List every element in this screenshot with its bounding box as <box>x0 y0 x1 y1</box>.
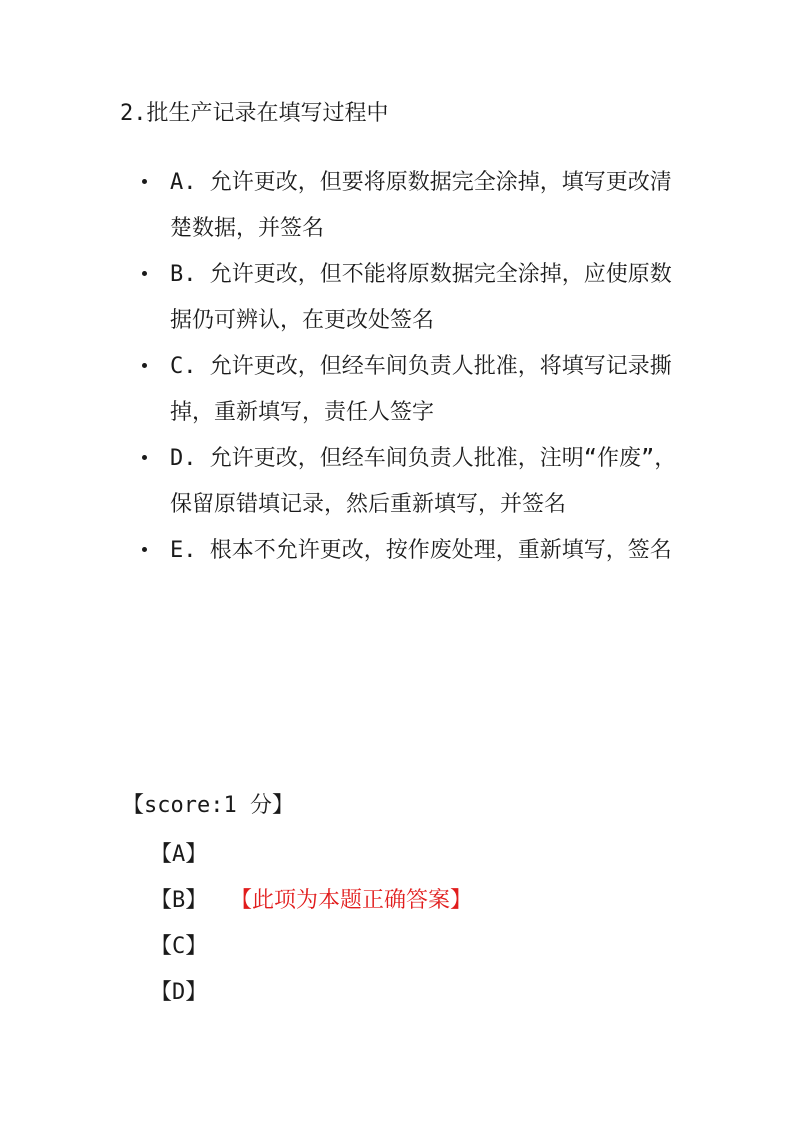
option-d-text: D. 允许更改，但经车间负责人批准，注明“作废”，保留原错填记录，然后重新填写，并签名 <box>170 446 677 517</box>
answer-row-a <box>150 832 472 878</box>
bullet-icon <box>142 271 147 276</box>
answer-row-b <box>150 878 472 924</box>
answer-b-label: 【B】 <box>150 888 208 913</box>
option-c-text: C. 允许更改，但经车间负责人批准，将填写记录撕掉，重新填写，责任人签字 <box>170 354 672 425</box>
correct-answer-note: 【此项为本题正确答案】 <box>230 888 473 913</box>
bullet-icon <box>142 455 147 460</box>
answer-d-label: 【D】 <box>150 980 208 1005</box>
question-text: 2.批生产记录在填写过程中 <box>120 101 389 126</box>
option-e <box>140 528 680 574</box>
option-e-text: E. 根本不允许更改，按作废处理，重新填写，签名 <box>170 538 672 563</box>
answer-c-label: 【C】 <box>150 934 208 959</box>
answers-list <box>150 832 472 1016</box>
bullet-icon <box>142 363 147 368</box>
option-a <box>140 160 680 252</box>
option-b-text: B. 允许更改，但不能将原数据完全涂掉，应使原数据仍可辨认，在更改处签名 <box>170 262 672 333</box>
option-c <box>140 344 680 436</box>
option-a-text: A. 允许更改，但要将原数据完全涂掉，填写更改清楚数据，并签名 <box>170 170 672 241</box>
answer-row-d <box>150 970 472 1016</box>
bullet-icon <box>142 179 147 184</box>
options-list <box>140 160 680 574</box>
score-label: 【score:1 分】 <box>122 793 294 818</box>
answer-row-c <box>150 924 472 970</box>
option-b <box>140 252 680 344</box>
option-d <box>140 436 680 528</box>
bullet-icon <box>142 547 147 552</box>
answer-a-label: 【A】 <box>150 842 208 867</box>
